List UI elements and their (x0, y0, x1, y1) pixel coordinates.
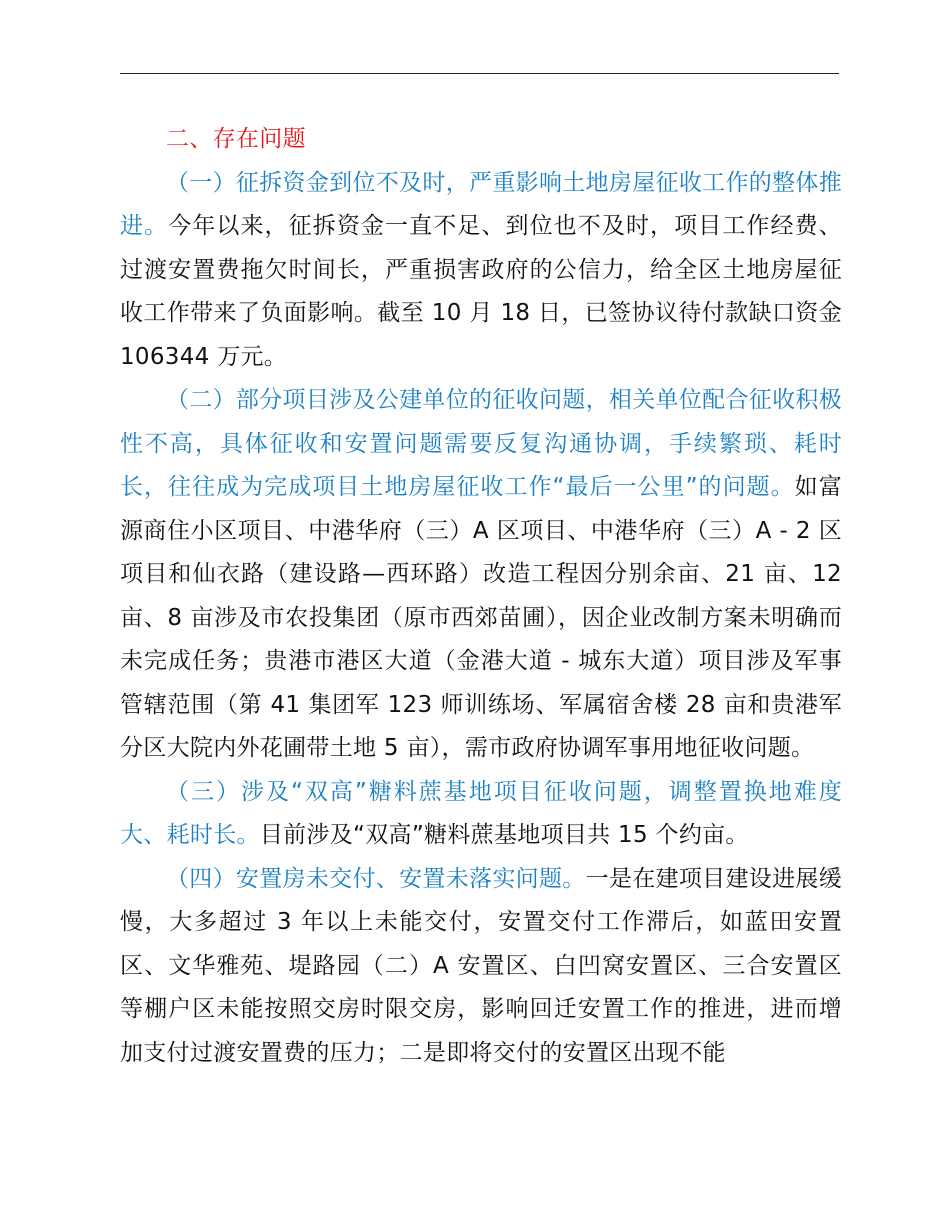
paragraph-4-body: 一是在建项目建设进展缓慢，大多超过 3 年以上未能交付，安置交付工作滞后，如蓝田安置区、文华雅苑、堤路园（二）A 安置区、白凹窝安置区、三合安置区等棚户区未能按照交房时限交房，影响回迁安置工作的推进，进而增加支付过渡安置费的压力；二是即将交付的安置区出现不能 (120, 865, 842, 1066)
paragraph-3-body: 目前涉及“双高”糖料蔗基地项目共 15 个约亩。 (259, 822, 749, 848)
paragraph-2-body: 如富源商住小区项目、中港华府（三）A 区项目、中港华府（三）A - 2 区项目和仙衣路（建设路—西环路）改造工程因分别余亩、21 亩、12 亩、8 亩涉及市农投集团（原市西郊苗圃），因企业改制方案未明确而未完成任务；贵港市港区大道（金港大道 - 城东大道）项目涉及军事管辖范围（第 41 集团军 123 师训练场、军属宿舍楼 28 亩和贵港军分区大院内外花圃带土地 5 亩），需市政府协调军事用地征收问题。 (120, 474, 843, 761)
section-heading: 二、存在问题 (166, 126, 306, 152)
paragraph-3-lead: （三）涉及“双高”糖料蔗基地项目征收问题，调整置换地难度大、耗时长。 (120, 778, 842, 848)
header-rule (120, 73, 839, 74)
paragraph-1 (120, 162, 842, 380)
paragraph-4 (120, 858, 842, 1076)
paragraph-3 (120, 771, 842, 858)
document-body (120, 118, 842, 1075)
paragraph-1-lead: （一）征拆资金到位不及时，严重影响土地房屋征收工作的整体推进。 (120, 169, 842, 239)
paragraph-2-lead: （二）部分项目涉及公建单位的征收问题，相关单位配合征收积极性不高，具体征收和安置问题需要反复沟通协调，手续繁琐、耗时长，往往成为完成项目土地房屋征收工作“最后一公里”的问题。 (120, 387, 842, 500)
paragraph-1-body: 今年以来，征拆资金一直不足、到位也不及时，项目工作经费、过渡安置费拖欠时间长，严重损害政府的公信力，给全区土地房屋征收工作带来了负面影响。截至 10 月 18 日，已签协议待付款缺口资金 106344 万元。 (120, 213, 842, 370)
paragraph-4-lead: （四）安置房未交付、安置未落实问题。 (166, 865, 586, 892)
paragraph-2 (120, 379, 842, 771)
